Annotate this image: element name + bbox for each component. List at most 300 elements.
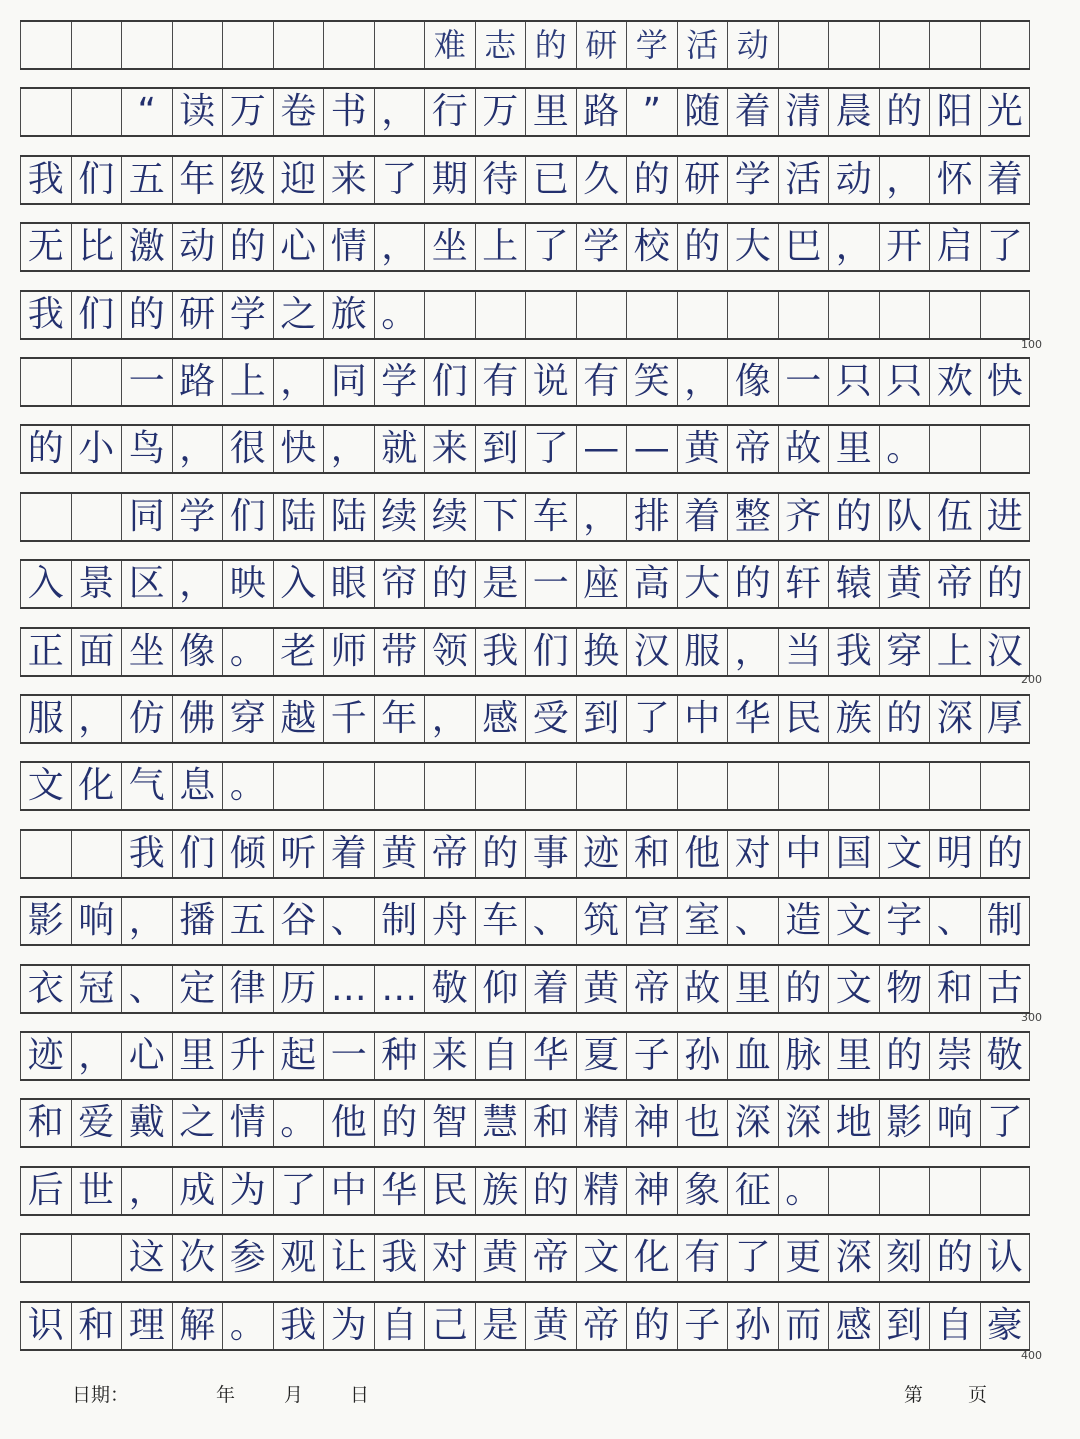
grid-cell (677, 292, 728, 338)
grid-cell: 动 (828, 157, 879, 203)
grid-cell: 换 (576, 629, 627, 675)
grid-cell: 读 (172, 89, 223, 135)
grid-cell: 车 (475, 898, 526, 944)
grid-cell: 衣 (20, 966, 71, 1012)
grid-cell: 播 (172, 898, 223, 944)
grid-cell (525, 763, 576, 809)
grid-cell: 汉 (980, 629, 1031, 675)
grid-cell: 华 (525, 1033, 576, 1079)
grid-cell: 之 (273, 292, 324, 338)
grid-cell: 清 (778, 89, 829, 135)
grid-cell: 眼 (323, 561, 374, 607)
grid-cell: 了 (525, 426, 576, 472)
grid-cell: 黄 (374, 831, 425, 877)
grid-cell (879, 292, 930, 338)
grid-cell: 的 (626, 157, 677, 203)
grid-cell: 对 (727, 831, 778, 877)
essay-row (20, 1098, 1030, 1148)
grid-cell (626, 292, 677, 338)
grid-cell: 越 (273, 696, 324, 742)
grid-cell: 次 (172, 1235, 223, 1281)
grid-cell: 更 (778, 1235, 829, 1281)
grid-cell: 下 (475, 494, 526, 540)
grid-cell: ， (576, 494, 627, 540)
grid-cell: 万 (475, 89, 526, 135)
grid-cell: 制 (374, 898, 425, 944)
grid-cell: 影 (20, 898, 71, 944)
grid-cell: 里 (172, 1033, 223, 1079)
grid-cell: 阳 (929, 89, 980, 135)
grid-cell: 快 (980, 359, 1031, 405)
grid-cell: 子 (626, 1033, 677, 1079)
grid-cell: 智 (424, 1100, 475, 1146)
grid-cell: 活 (677, 22, 728, 68)
grid-cell (71, 831, 122, 877)
essay-row (20, 424, 1030, 474)
grid-cell (424, 763, 475, 809)
grid-cell: 文 (828, 966, 879, 1012)
grid-cell: 了 (727, 1235, 778, 1281)
grid-cell: 上 (475, 224, 526, 270)
grid-cell: 的 (525, 1168, 576, 1214)
grid-cell: 佛 (172, 696, 223, 742)
grid-cell (273, 763, 324, 809)
title-row (20, 20, 1030, 70)
grid-cell (424, 292, 475, 338)
grid-cell (71, 22, 122, 68)
grid-cell: 只 (828, 359, 879, 405)
grid-cell: 有 (576, 359, 627, 405)
grid-cell: 迹 (576, 831, 627, 877)
grid-cell (727, 763, 778, 809)
grid-cell: 万 (222, 89, 273, 135)
grid-cell: 认 (980, 1235, 1031, 1281)
grid-cell: 续 (374, 494, 425, 540)
grid-cell: 。 (222, 629, 273, 675)
grid-cell: 期 (424, 157, 475, 203)
grid-cell: 、 (525, 898, 576, 944)
grid-cell (980, 22, 1031, 68)
grid-cell (980, 426, 1031, 472)
grid-cell: 脉 (778, 1033, 829, 1079)
grid-cell: 启 (929, 224, 980, 270)
grid-cell: 帝 (525, 1235, 576, 1281)
grid-cell: 历 (273, 966, 324, 1012)
grid-cell: 的 (929, 1235, 980, 1281)
grid-cell: 续 (424, 494, 475, 540)
grid-cell: 活 (778, 157, 829, 203)
grid-cell: 研 (677, 157, 728, 203)
grid-cell: 到 (475, 426, 526, 472)
grid-cell: 自 (929, 1303, 980, 1349)
grid-cell: 陆 (323, 494, 374, 540)
grid-cell (71, 359, 122, 405)
grid-cell: 黄 (576, 966, 627, 1012)
grid-cell: — (626, 426, 677, 472)
grid-cell: ， (677, 359, 728, 405)
grid-cell: 校 (626, 224, 677, 270)
grid-cell (20, 89, 71, 135)
grid-cell: “ (121, 89, 172, 135)
grid-cell: 精 (576, 1168, 627, 1214)
grid-cell: 一 (323, 1033, 374, 1079)
grid-cell: 队 (879, 494, 930, 540)
grid-cell: 孙 (727, 1303, 778, 1349)
grid-cell (980, 763, 1031, 809)
grid-cell: 和 (929, 966, 980, 1012)
essay-row (20, 1301, 1030, 1351)
essay-row (20, 896, 1030, 946)
grid-cell: 舟 (424, 898, 475, 944)
grid-cell: … (323, 966, 374, 1012)
grid-cell: 一 (525, 561, 576, 607)
grid-cell: 的 (778, 966, 829, 1012)
grid-cell: 和 (626, 831, 677, 877)
grid-cell: 五 (222, 898, 273, 944)
grid-cell: 巴 (778, 224, 829, 270)
grid-cell: 坐 (121, 629, 172, 675)
grid-cell: 卷 (273, 89, 324, 135)
grid-cell (222, 22, 273, 68)
grid-cell: 欢 (929, 359, 980, 405)
grid-cell: 中 (677, 696, 728, 742)
grid-cell: 、 (121, 966, 172, 1012)
grid-cell: 和 (20, 1100, 71, 1146)
grid-cell (121, 22, 172, 68)
grid-cell: 中 (323, 1168, 374, 1214)
grid-cell: 帝 (424, 831, 475, 877)
year-label: 年 (216, 1384, 236, 1406)
grid-cell: 爱 (71, 1100, 122, 1146)
grid-cell: 古 (980, 966, 1031, 1012)
grid-cell: 已 (525, 157, 576, 203)
grid-cell: 我 (828, 629, 879, 675)
grid-cell: 们 (71, 157, 122, 203)
grid-cell (374, 763, 425, 809)
grid-cell: 深 (929, 696, 980, 742)
grid-cell: 影 (879, 1100, 930, 1146)
grid-cell: 师 (323, 629, 374, 675)
grid-cell: ” (626, 89, 677, 135)
grid-cell: 。 (222, 1303, 273, 1349)
grid-cell: 明 (929, 831, 980, 877)
grid-cell: 映 (222, 561, 273, 607)
grid-cell: 筑 (576, 898, 627, 944)
grid-cell (576, 292, 627, 338)
grid-cell: 座 (576, 561, 627, 607)
grid-cell: 整 (727, 494, 778, 540)
grid-cell (828, 763, 879, 809)
grid-cell: 种 (374, 1033, 425, 1079)
grid-cell: 慧 (475, 1100, 526, 1146)
grid-cell (778, 22, 829, 68)
grid-cell: 感 (475, 696, 526, 742)
grid-cell: 仿 (121, 696, 172, 742)
grid-cell (727, 292, 778, 338)
grid-cell: 我 (475, 629, 526, 675)
grid-cell: 造 (778, 898, 829, 944)
grid-cell (626, 763, 677, 809)
grid-cell: 让 (323, 1235, 374, 1281)
grid-cell: 精 (576, 1100, 627, 1146)
grid-cell: 黄 (879, 561, 930, 607)
grid-cell: 迹 (20, 1033, 71, 1079)
grid-cell: 年 (172, 157, 223, 203)
grid-cell: 。 (273, 1100, 324, 1146)
grid-cell: — (576, 426, 627, 472)
grid-cell: 研 (576, 22, 627, 68)
grid-cell: 入 (20, 561, 71, 607)
grid-cell: 里 (727, 966, 778, 1012)
grid-cell: 中 (778, 831, 829, 877)
grid-cell: ， (374, 224, 425, 270)
grid-cell: 。 (778, 1168, 829, 1214)
grid-cell: 区 (121, 561, 172, 607)
grid-cell: 华 (727, 696, 778, 742)
grid-cell (929, 292, 980, 338)
grid-cell: 很 (222, 426, 273, 472)
grid-cell: 故 (677, 966, 728, 1012)
grid-cell: 民 (424, 1168, 475, 1214)
grid-cell: 的 (879, 1033, 930, 1079)
grid-cell: 比 (71, 224, 122, 270)
grid-cell: 像 (727, 359, 778, 405)
grid-cell: 的 (475, 831, 526, 877)
grid-cell: 帝 (727, 426, 778, 472)
grid-cell: 了 (980, 224, 1031, 270)
grid-cell: 里 (525, 89, 576, 135)
grid-cell: 车 (525, 494, 576, 540)
grid-cell: 的 (121, 292, 172, 338)
grid-cell: 陆 (273, 494, 324, 540)
grid-cell: 宫 (626, 898, 677, 944)
grid-cell: 的 (727, 561, 778, 607)
grid-cell: 学 (626, 22, 677, 68)
grid-cell: 里 (828, 1033, 879, 1079)
grid-cell: 入 (273, 561, 324, 607)
grid-cell (576, 763, 627, 809)
grid-cell: 的 (626, 1303, 677, 1349)
grid-cell: 敬 (424, 966, 475, 1012)
grid-cell: 也 (677, 1100, 728, 1146)
grid-cell: 戴 (121, 1100, 172, 1146)
grid-cell: 的 (828, 494, 879, 540)
grid-cell: 学 (172, 494, 223, 540)
grid-cell (20, 359, 71, 405)
grid-cell: 升 (222, 1033, 273, 1079)
grid-cell: 敬 (980, 1033, 1031, 1079)
grid-cell: 化 (71, 763, 122, 809)
grid-cell (20, 22, 71, 68)
grid-cell: 们 (525, 629, 576, 675)
grid-cell: 们 (424, 359, 475, 405)
grid-cell: ， (828, 224, 879, 270)
grid-cell: 深 (828, 1235, 879, 1281)
grid-cell: 民 (778, 696, 829, 742)
grid-cell: 我 (374, 1235, 425, 1281)
grid-cell (20, 831, 71, 877)
grid-cell: 志 (475, 22, 526, 68)
grid-cell (71, 494, 122, 540)
grid-cell: 面 (71, 629, 122, 675)
grid-cell (980, 292, 1031, 338)
grid-cell: 旅 (323, 292, 374, 338)
grid-cell: 识 (20, 1303, 71, 1349)
grid-cell: 有 (677, 1235, 728, 1281)
essay-row (20, 222, 1030, 272)
grid-cell: 动 (727, 22, 778, 68)
grid-cell: 解 (172, 1303, 223, 1349)
grid-cell: 的 (677, 224, 728, 270)
essay-row (20, 1166, 1030, 1216)
grid-cell: 进 (980, 494, 1031, 540)
grid-cell: 倾 (222, 831, 273, 877)
grid-cell: 千 (323, 696, 374, 742)
grid-cell (879, 763, 930, 809)
grid-cell: 无 (20, 224, 71, 270)
grid-cell: ， (424, 696, 475, 742)
grid-cell: 事 (525, 831, 576, 877)
grid-cell: ， (172, 426, 223, 472)
grid-cell: 我 (20, 292, 71, 338)
date-label: 日期： (72, 1384, 130, 1406)
grid-cell: 快 (273, 426, 324, 472)
grid-cell: 小 (71, 426, 122, 472)
grid-cell (525, 292, 576, 338)
grid-cell: 当 (778, 629, 829, 675)
grid-cell: ， (121, 1168, 172, 1214)
grid-cell: 华 (374, 1168, 425, 1214)
grid-cell: … (374, 966, 425, 1012)
essay-row (20, 694, 1030, 744)
grid-cell: 定 (172, 966, 223, 1012)
grid-cell: 的 (374, 1100, 425, 1146)
grid-cell: 同 (121, 494, 172, 540)
grid-cell: 一 (121, 359, 172, 405)
page-unit-label: 页 (968, 1384, 988, 1406)
grid-cell: 像 (172, 629, 223, 675)
grid-cell (71, 1235, 122, 1281)
essay-row (20, 1233, 1030, 1283)
grid-cell: 们 (71, 292, 122, 338)
grid-cell: 族 (475, 1168, 526, 1214)
essay-row (20, 290, 1030, 340)
grid-cell (879, 22, 930, 68)
grid-cell: 族 (828, 696, 879, 742)
grid-cell: 来 (424, 426, 475, 472)
grid-cell: 来 (424, 1033, 475, 1079)
grid-cell: 着 (677, 494, 728, 540)
grid-cell: 厚 (980, 696, 1031, 742)
grid-cell: 到 (879, 1303, 930, 1349)
grid-cell: 感 (828, 1303, 879, 1349)
grid-cell: 了 (626, 696, 677, 742)
grid-cell: 我 (121, 831, 172, 877)
grid-cell: 了 (525, 224, 576, 270)
grid-cell: ， (323, 426, 374, 472)
char-count-300: 300 (1021, 1011, 1042, 1024)
grid-cell: 带 (374, 629, 425, 675)
grid-cell: 。 (879, 426, 930, 472)
grid-cell: 坐 (424, 224, 475, 270)
grid-cell (929, 763, 980, 809)
grid-cell: 物 (879, 966, 930, 1012)
grid-cell: 只 (879, 359, 930, 405)
char-count-200: 200 (1021, 673, 1042, 686)
grid-cell: 里 (828, 426, 879, 472)
grid-cell: 景 (71, 561, 122, 607)
grid-cell: 行 (424, 89, 475, 135)
grid-cell: 迎 (273, 157, 324, 203)
grid-cell: 文 (879, 831, 930, 877)
grid-cell (71, 89, 122, 135)
essay-row (20, 627, 1030, 677)
grid-cell: 谷 (273, 898, 324, 944)
grid-cell: 而 (778, 1303, 829, 1349)
grid-cell: ， (121, 898, 172, 944)
grid-cell: 情 (222, 1100, 273, 1146)
grid-cell: 同 (323, 359, 374, 405)
day-label: 日 (350, 1384, 370, 1406)
grid-cell: 成 (172, 1168, 223, 1214)
grid-cell: 为 (222, 1168, 273, 1214)
grid-cell (778, 763, 829, 809)
grid-cell (879, 1168, 930, 1214)
grid-cell: 帝 (929, 561, 980, 607)
grid-cell: 征 (727, 1168, 778, 1214)
char-count-400: 400 (1021, 1349, 1042, 1362)
grid-cell: 的 (222, 224, 273, 270)
grid-cell (323, 763, 374, 809)
grid-cell: 象 (677, 1168, 728, 1214)
grid-cell: 室 (677, 898, 728, 944)
grid-cell: 血 (727, 1033, 778, 1079)
grid-cell: 们 (222, 494, 273, 540)
grid-cell: ， (172, 561, 223, 607)
grid-cell: 排 (626, 494, 677, 540)
grid-cell: 汉 (626, 629, 677, 675)
grid-cell: 心 (121, 1033, 172, 1079)
grid-cell: 着 (980, 157, 1031, 203)
grid-cell: ， (879, 157, 930, 203)
grid-cell: ， (71, 1033, 122, 1079)
essay-row (20, 964, 1030, 1014)
grid-cell: 观 (273, 1235, 324, 1281)
grid-cell (980, 1168, 1031, 1214)
grid-cell (172, 22, 223, 68)
grid-cell: 。 (374, 292, 425, 338)
grid-cell: 深 (727, 1100, 778, 1146)
essay-row (20, 155, 1030, 205)
grid-cell: 激 (121, 224, 172, 270)
grid-cell: 字 (879, 898, 930, 944)
grid-cell: 穿 (879, 629, 930, 675)
grid-cell: 帝 (626, 966, 677, 1012)
grid-cell: 、 (323, 898, 374, 944)
month-label: 月 (284, 1384, 304, 1406)
grid-cell: 神 (626, 1168, 677, 1214)
grid-cell: 和 (71, 1303, 122, 1349)
grid-cell: 级 (222, 157, 273, 203)
grid-cell: 光 (980, 89, 1031, 135)
grid-cell: 辕 (828, 561, 879, 607)
grid-cell (677, 763, 728, 809)
grid-cell: 的 (525, 22, 576, 68)
grid-cell: 响 (929, 1100, 980, 1146)
essay-row (20, 559, 1030, 609)
grid-cell: 一 (778, 359, 829, 405)
grid-cell: 帘 (374, 561, 425, 607)
